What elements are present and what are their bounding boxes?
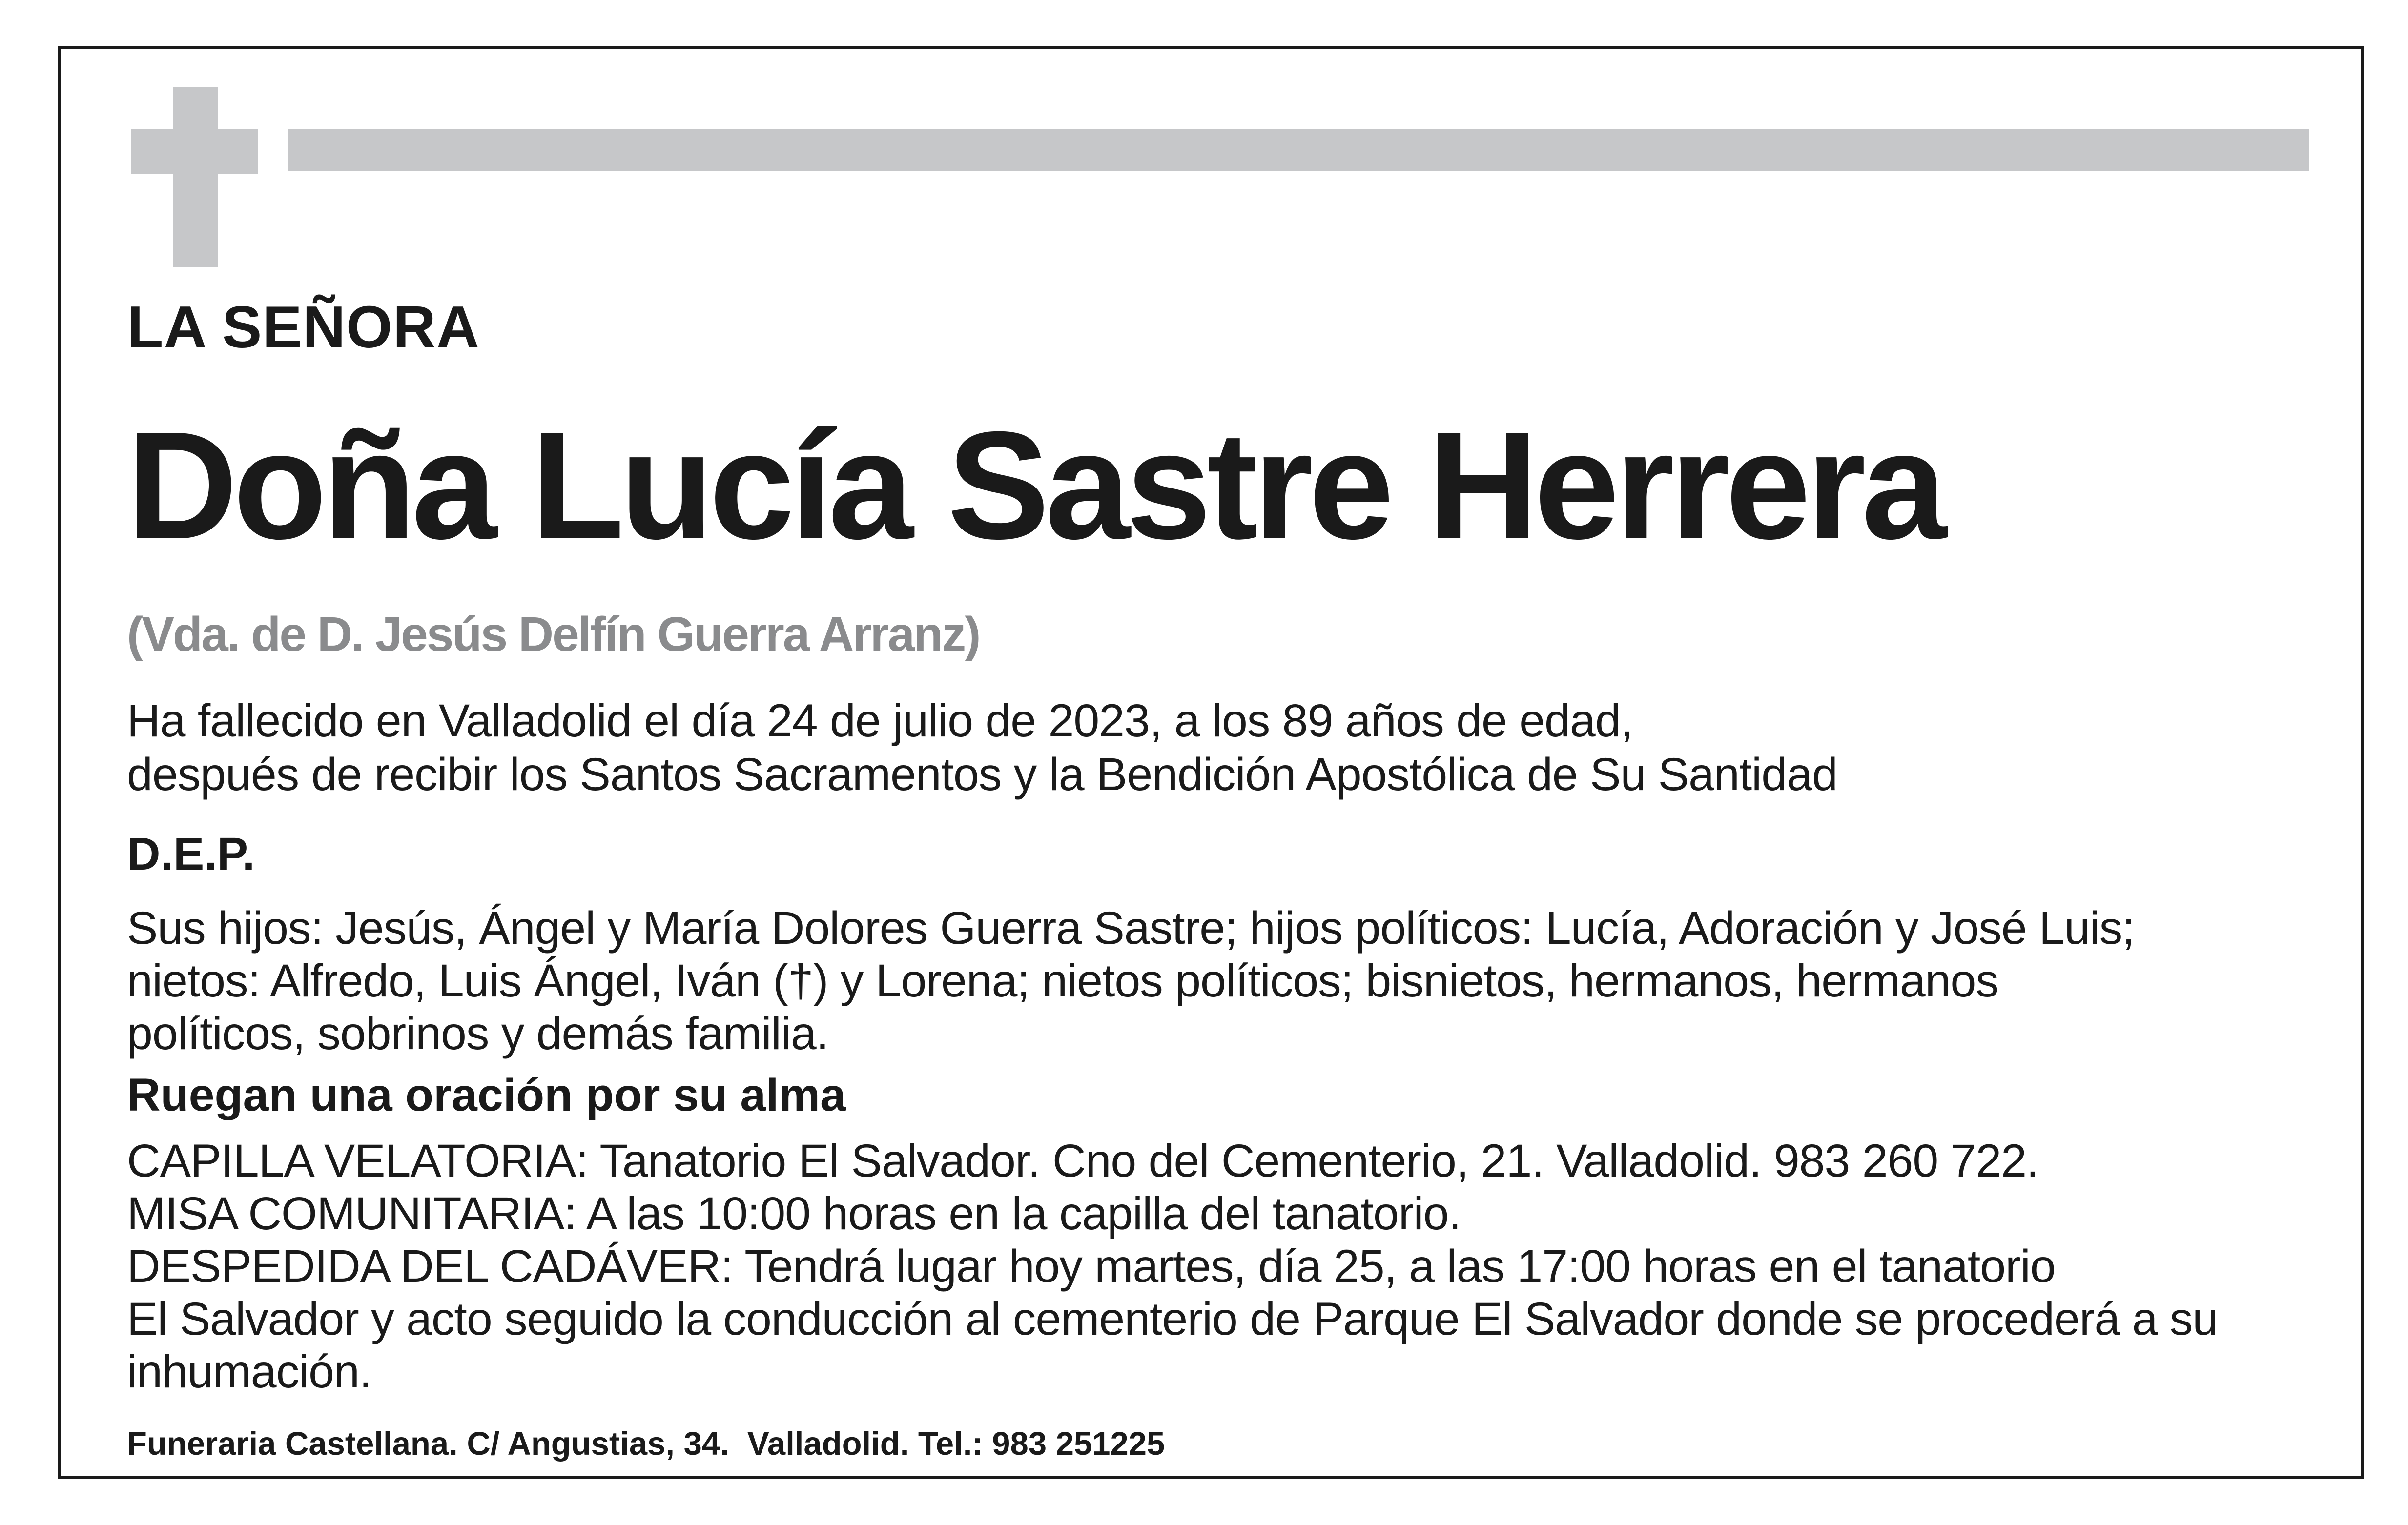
service-line-3: DESPEDIDA DEL CADÁVER: Tendrá lugar hoy martes, día 25, a las 17:00 horas en el tanatorio [127,1240,2056,1292]
widow-of: (Vda. de D. Jesús Delfín Guerra Arranz) [127,607,980,662]
family-line-1: Sus hijos: Jesús, Ángel y María Dolores Guerra Sastre; hijos políticos: Lucía, Adoración y José Luis; [127,902,2135,954]
dep: D.E.P. [127,828,255,880]
cross-icon-horizontal [131,129,258,174]
honorific: LA SEÑORA [127,294,480,360]
family-line-2: nietos: Alfredo, Luis Ángel, Iván (†) y Lorena; nietos políticos; bisnietos, hermanos, hermanos [127,955,1998,1007]
funeral-home-footer: Funeraria Castellana. C/ Angustias, 34. Valladolid. Tel.: 983 251225 [127,1425,1165,1462]
deceased-name: Doña Lucía Sastre Herrera [127,400,1943,571]
service-line-1: CAPILLA VELATORIA: Tanatorio El Salvador. Cno del Cementerio, 21. Valladolid. 983 260 722. [127,1135,2039,1187]
service-line-2: MISA COMUNITARIA: A las 10:00 horas en la capilla del tanatorio. [127,1188,1461,1240]
header-bar [288,129,2309,171]
cross-icon-vertical [173,87,218,267]
death-line-1: Ha fallecido en Valladolid el día 24 de julio de 2023, a los 89 años de edad, [127,695,1633,747]
service-line-5: inhumación. [127,1346,372,1398]
death-line-2: después de recibir los Santos Sacramentos y la Bendición Apostólica de Su Santidad [127,749,1837,800]
service-line-4: El Salvador y acto seguido la conducción al cementerio de Parque El Salvador donde se procederá a su [127,1293,2218,1345]
prayer-request: Ruegan una oración por su alma [127,1069,846,1121]
family-line-3: políticos, sobrinos y demás familia. [127,1008,829,1059]
